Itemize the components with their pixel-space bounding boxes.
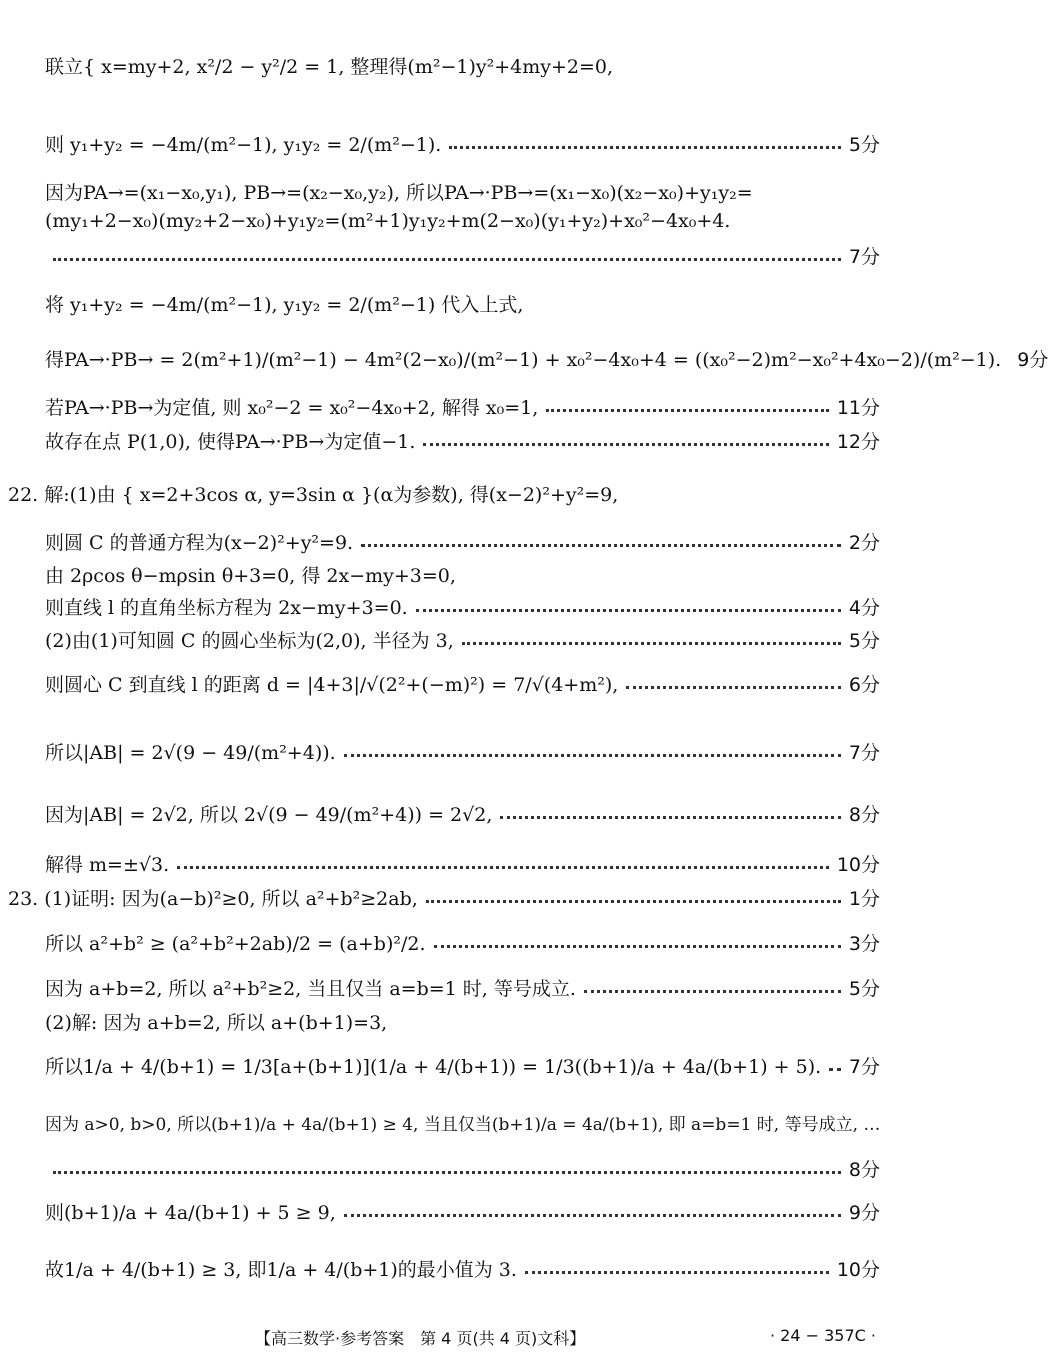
line-text: 由 2ρcos θ−mρsin θ+3=0, 得 2x−my+3=0,: [45, 565, 456, 587]
dot-leader: [423, 443, 828, 446]
dot-leader: [829, 1068, 841, 1071]
line-18: [45, 850, 880, 877]
line-19: [8, 884, 880, 911]
dot-leader: [500, 816, 841, 819]
score-label: 12分: [836, 431, 880, 453]
line-text: 将 y₁+y₂ = −4m/(m²−1), y₁y₂ = 2/(m²−1) 代入上式,: [45, 294, 524, 316]
line-text: 联立{ x=my+2, x²/2 − y²/2 = 1, 整理得(m²−1)y²+4my+2=0,: [45, 56, 614, 78]
line-23: [45, 1052, 880, 1079]
line-text: 所以 a²+b² ≥ (a²+b²+2ab)/2 = (a+b)²/2.: [45, 933, 426, 955]
line-21: [45, 974, 880, 1001]
line-9: [45, 427, 880, 454]
dot-leader: [416, 609, 841, 612]
line-text: (2)解: 因为 a+b=2, 所以 a+(b+1)=3,: [45, 1012, 388, 1034]
score-label: 8分: [848, 1159, 880, 1181]
line-text: (my₁+2−x₀)(my₂+2−x₀)+y₁y₂=(m²+1)y₁y₂+m(2−x₀)(y₁+y₂)+x₀²−4x₀+4.: [45, 210, 731, 232]
line-27: [45, 1255, 880, 1282]
line-12: [45, 561, 880, 588]
score-label: 9分: [848, 1202, 880, 1224]
score-label: 6分: [848, 674, 880, 696]
line-text: 则 y₁+y₂ = −4m/(m²−1), y₁y₂ = 2/(m²−1).: [45, 134, 442, 156]
score-label: 7分: [848, 246, 880, 268]
score-label: 7分: [848, 1056, 880, 1078]
line-25: [45, 1155, 880, 1182]
line-10: [8, 480, 880, 507]
line-8: [45, 393, 880, 420]
line-text: 若PA→·PB→为定值, 则 x₀²−2 = x₀²−4x₀+2, 解得 x₀=1,: [45, 397, 539, 419]
score-label: 5分: [848, 978, 880, 1000]
line-text: 则(b+1)/a + 4a/(b+1) + 5 ≥ 9,: [45, 1202, 336, 1224]
footer-title: 【高三数学·参考答案 第 4 页(共 4 页)文科】: [255, 1329, 586, 1348]
line-24: [45, 1110, 880, 1135]
score-label: 7分: [848, 742, 880, 764]
line-5: [45, 242, 880, 269]
score-label: 9分: [1017, 349, 1048, 371]
score-label: 10分: [836, 1259, 880, 1281]
dot-leader: [449, 146, 841, 149]
dot-leader: [344, 754, 841, 757]
score-label: 8分: [848, 804, 880, 826]
score-label: 3分: [848, 933, 880, 955]
dot-leader: [344, 1214, 841, 1217]
line-text: 则圆心 C 到直线 l 的距离 d = |4+3|/√(2²+(−m)²) = 7/√(4+m²),: [45, 674, 619, 696]
dot-leader: [584, 990, 841, 993]
dot-leader: [626, 686, 841, 689]
line-text: 因为PA→=(x₁−x₀,y₁), PB→=(x₂−x₀,y₂), 所以PA→·PB→=(x₁−x₀)(x₂−x₀)+y₁y₂=: [45, 182, 753, 204]
line-text: (2)由(1)可知圆 C 的圆心坐标为(2,0), 半径为 3,: [45, 630, 454, 652]
line-14: [45, 626, 880, 653]
dot-leader: [177, 866, 829, 869]
dot-leader: [462, 642, 841, 645]
line-17: [45, 800, 880, 827]
dot-leader: [53, 258, 841, 261]
line-4: [45, 210, 880, 232]
dot-leader: [525, 1271, 829, 1274]
score-label: 11分: [836, 397, 880, 419]
line-text: 得PA→·PB→ = 2(m²+1)/(m²−1) − 4m²(2−x₀)/(m²−1) + x₀²−4x₀+4 = ((x₀²−2)m²−x₀²+4x₀−2)/(m²−1).: [45, 349, 1002, 371]
line-text: 所以|AB| = 2√(9 − 49/(m²+4)).: [45, 742, 336, 764]
line-6: [45, 290, 880, 317]
line-11: [45, 528, 880, 555]
line-text: 故存在点 P(1,0), 使得PA→·PB→为定值−1.: [45, 431, 416, 453]
dot-leader: [361, 544, 841, 547]
line-text: 则直线 l 的直角坐标方程为 2x−my+3=0.: [45, 597, 408, 619]
dot-leader: [434, 945, 841, 948]
line-2: [45, 130, 880, 157]
line-text: 22. 解:(1)由 { x=2+3cos α, y=3sin α }(α为参数), 得(x−2)²+y²=9,: [8, 484, 619, 506]
dot-leader: [426, 900, 841, 903]
line-1: [45, 52, 880, 79]
line-20: [45, 929, 880, 956]
line-13: [45, 593, 880, 620]
score-label: 5分: [848, 630, 880, 652]
line-16: [45, 738, 880, 765]
line-text: 所以1/a + 4/(b+1) = 1/3[a+(b+1)](1/a + 4/(b+1)) = 1/3((b+1)/a + 4a/(b+1) + 5).: [45, 1056, 822, 1078]
score-label: 1分: [848, 888, 880, 910]
score-label: 10分: [836, 854, 880, 876]
line-text: 故1/a + 4/(b+1) ≥ 3, 即1/a + 4/(b+1)的最小值为 3.: [45, 1259, 517, 1281]
line-7: [45, 345, 1048, 372]
line-text: 因为 a+b=2, 所以 a²+b²≥2, 当且仅当 a=b=1 时, 等号成立.: [45, 978, 576, 1000]
score-label: 2分: [848, 532, 880, 554]
line-text: 因为|AB| = 2√2, 所以 2√(9 − 49/(m²+4)) = 2√2,: [45, 804, 493, 826]
line-26: [45, 1198, 880, 1225]
line-text: 23. (1)证明: 因为(a−b)²≥0, 所以 a²+b²≥2ab,: [8, 888, 418, 910]
dot-leader: [546, 409, 829, 412]
line-text: 因为 a>0, b>0, 所以(b+1)/a + 4a/(b+1) ≥ 4, 当且仅当(b+1)/a = 4a/(b+1), 即 a=b=1 时, 等号成立, …: [45, 1115, 881, 1135]
line-15: [45, 670, 880, 697]
line-3: [45, 178, 880, 205]
score-label: 5分: [848, 134, 880, 156]
dot-leader: [53, 1171, 841, 1174]
score-label: 4分: [848, 597, 880, 619]
line-22: [45, 1008, 880, 1035]
line-text: 解得 m=±√3.: [45, 854, 170, 876]
line-text: 则圆 C 的普通方程为(x−2)²+y²=9.: [45, 532, 354, 554]
footer-code: · 24 − 357C ·: [770, 1326, 876, 1345]
